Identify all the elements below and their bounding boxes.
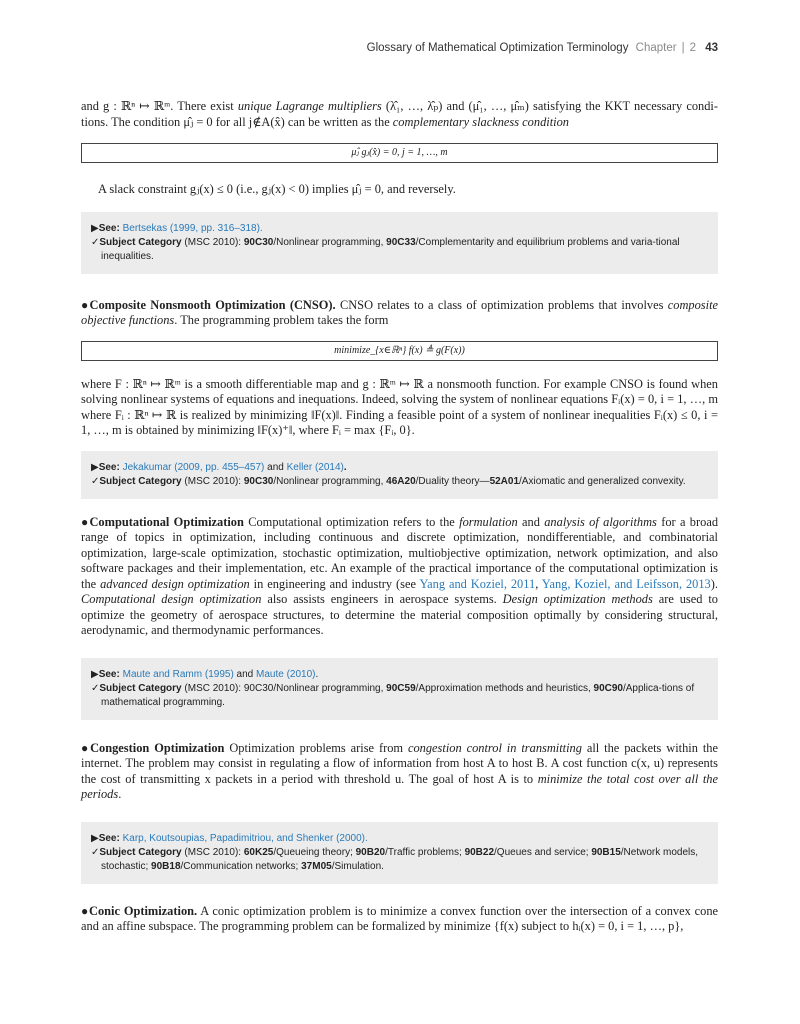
bullet-icon: ● (81, 740, 91, 755)
cnso-entry: ●Composite Nonsmooth Optimization (CNSO). CNSO relates to a class of optimization problems that involves composite objective functions. The programming problem takes the form (81, 297, 719, 327)
citation-link[interactable]: Yang, Koziel, and Leifsson, 2013 (541, 576, 711, 591)
equation-box (81, 143, 718, 163)
see-box: ▶See: Jekakumar (2009, pp. 455–457) and Keller (2014). ✓Subject Category (MSC 2010): 90C30/Nonlinear programming, 46A20/Duality theory—52A01/Axiomatic and generalized convexity. (81, 451, 718, 499)
page-number: 43 (705, 42, 718, 54)
reference-link[interactable]: Jekakumar (2009, pp. 455–457) (122, 461, 265, 473)
equation-box (81, 341, 718, 361)
reference-link[interactable]: Keller (2014) (286, 461, 344, 473)
header-chapter-number: 2 (689, 42, 696, 54)
entry-term: Conic Optimization. (89, 903, 198, 918)
see-box: ▶See: Karp, Koutsoupias, Papadimitriou, and Shenker (2000). ✓Subject Category (MSC 2010): 60K25/Queueing theory; 90B20/Traffic problems; 90B22/Queues and service; 90B15/Network models, stochastic; 90B18/Communication networks; 37M05/Simulation. (81, 822, 718, 884)
subject-category-label: ✓Subject Category (91, 236, 182, 248)
cnso-paragraph: where F : ℝⁿ ↦ ℝᵐ is a smooth differentiable map and g : ℝᵐ ↦ ℝ a nonsmooth function. For example CNSO is found when solving nonlinear systems of equations and inequations. Indeed, solving the system of nonlinear equations Fᵢ(x) = 0, i = 1, …, m where Fᵢ : ℝⁿ ↦ ℝ is realized by minimizing ‖F(x)‖. Finding a feasible point of a system of nonlinear inequalities Fᵢ(x) ≤ 0, i = 1, …, m is obtained by minimizing ‖F(x)⁺‖, where Fᵢ = max {Fᵢ, 0}. (81, 376, 718, 437)
reference-link[interactable]: Maute and Ramm (1995) (122, 668, 234, 680)
kkt-paragraph: and g : ℝⁿ ↦ ℝᵐ. There exist unique Lagrange multipliers (λ̂₁, …, λ̂ₚ) and (μ̂₁, …, μ̂ₘ) satisfying the KKT necessary condi- tions. The condition μ̂ⱼ = 0 for all j∉A(x̂) can be written as the complementary slackness condition (81, 99, 719, 129)
equation: minimize_{x∈ℝⁿ} f(x) ≜ g(F(x)) (334, 344, 465, 356)
reference-link[interactable]: Karp, Koutsoupias, Papadimitriou, and Shenker (2000). (122, 832, 368, 844)
entry-term: Congestion Optimization (90, 740, 225, 755)
see-label: ▶See: (91, 222, 120, 234)
reference-link[interactable]: Bertsekas (1999, pp. 316–318). (122, 222, 263, 234)
slack-paragraph: A slack constraint gⱼ(x) ≤ 0 (i.e., gⱼ(x) < 0) implies μ̂ⱼ = 0, and reversely. (98, 182, 456, 196)
header-title: Glossary of Mathematical Optimization Terminology (366, 42, 629, 54)
citation-link[interactable]: Yang and Koziel, 2011 (419, 576, 536, 591)
page-content (81, 98, 718, 935)
header-chapter-label: Chapter (635, 42, 677, 54)
entry-term: Composite Nonsmooth Optimization (CNSO). (89, 297, 336, 312)
bullet-icon: ● (81, 514, 90, 529)
running-header: Glossary of Mathematical Optimization Terminology Chapter | 2 43 (366, 42, 718, 54)
computational-entry: ●Computational Optimization Computational optimization refers to the formulation and analysis of algorithms for a broad range of topics in optimization, including continuous and discrete optimization, nondifferentiable, and combinatorial optimization, large-scale optimization, stochastic optimization, multiobjective optimization, network optimization, and also software packages and their implementation, etc. An example of the practical importance of the computational optimization is the advanced design optimization in engineering and industry (see Yang and Koziel, 2011, Yang, Koziel, and Leifsson, 2013). Computational design optimization also assists engineers in aerospace systems. Design optimization methods are used to optimize the geometry of aerospace structures, to determine the material composition optimally by considering structural, aerodynamic, and thermodynamic performances. (81, 514, 719, 637)
bullet-icon: ● (81, 297, 90, 312)
entry-term: Computational Optimization (89, 514, 244, 529)
equation: μ̂ⱼ gⱼ(x̂) = 0, j = 1, …, m (351, 147, 448, 158)
congestion-entry: ●Congestion Optimization Optimization problems arise from congestion control in transmitting all the packets within the internet. The problem may consist in regulating a flow of information from host A to host B. A cost function c(x, u) represents the cost of transmitting x packets in a period with threshold u. The goal of host A is to minimize the total cost over all the periods. (81, 740, 718, 801)
see-box: ▶See: Bertsekas (1999, pp. 316–318). ✓Subject Category (MSC 2010): 90C30/Nonlinear programming, 90C33/Complementarity and equilibrium problems and varia-tional inequalities. (81, 212, 718, 274)
bullet-icon: ● (81, 903, 89, 918)
reference-link[interactable]: Maute (2010) (256, 668, 316, 680)
conic-entry: ●Conic Optimization. A conic optimization problem is to minimize a convex function over the intersection of a convex cone and an affine subspace. The programming problem can be formalized by minimize {f(x) subject to hᵢ(x) = 0, i = 1, …, p}, (81, 903, 719, 933)
see-box: ▶See: Maute and Ramm (1995) and Maute (2010). ✓Subject Category (MSC 2010): 90C30/Nonlinear programming, 90C59/Approximation methods and heuristics, 90C90/Applica-tions of mathematical programming. (81, 658, 718, 720)
